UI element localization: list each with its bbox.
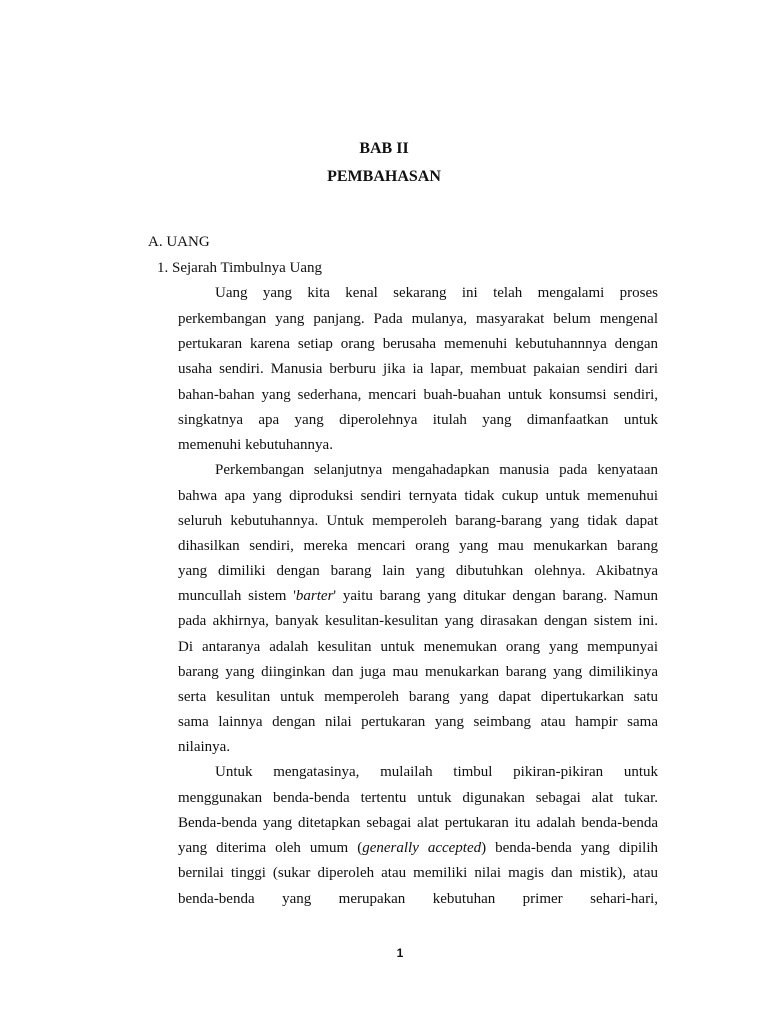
paragraph-line: seluruh kebutuhannya. Untuk memperoleh barang-barang yang tidak dapat (178, 513, 658, 529)
paragraph-line: Untuk mengatasinya, mulailah timbul pikiran-pikiran untuk (215, 764, 658, 780)
paragraph-line: menggunakan benda-benda tertentu untuk digunakan sebagai alat tukar. (178, 790, 658, 806)
paragraph-line: nilainya. (178, 739, 231, 755)
paragraph-line: memenuhi kebutuhannya. (178, 437, 333, 453)
paragraph-line: serta kesulitan untuk memperoleh barang yang dapat dipertukarkan satu (178, 689, 658, 705)
paragraph-line: benda-benda yang merupakan kebutuhan primer sehari-hari, (178, 891, 658, 907)
paragraph-line: sama lainnya dengan nilai pertukaran yang seimbang atau hampir sama (178, 714, 658, 730)
chapter-heading: BAB II (359, 140, 409, 157)
paragraph-line: pada akhirnya, banyak kesulitan-kesulitan yang dirasakan dengan sistem ini. (178, 613, 658, 629)
paragraph-line: bernilai tinggi (sukar diperoleh atau memiliki nilai magis dan mistik), atau (178, 865, 658, 881)
paragraph-line: pertukaran karena setiap orang berusaha memenuhi kebutuhannnya dengan (178, 336, 658, 352)
paragraph-line: Perkembangan selanjutnya mengahadapkan manusia pada kenyataan (215, 462, 658, 478)
paragraph-line: bahwa apa yang diproduksi sendiri ternyata tidak cukup untuk memenuhui (178, 488, 658, 504)
page-number: 1 (396, 946, 404, 960)
subsection-heading: 1. Sejarah Timbulnya Uang (157, 260, 322, 276)
chapter-title: PEMBAHASAN (327, 168, 441, 185)
section-heading: A. UANG (148, 234, 210, 250)
paragraph-line: Benda-benda yang ditetapkan sebagai alat pertukaran itu adalah benda-benda (178, 815, 658, 831)
paragraph-line: yang diterima oleh umum (generally accepted) benda-benda yang dipilih (178, 840, 658, 856)
paragraph-line: perkembangan yang panjang. Pada mulanya, masyarakat belum mengenal (178, 311, 658, 327)
paragraph-line: Uang yang kita kenal sekarang ini telah mengalami proses (215, 285, 658, 301)
paragraph-line: yang dimiliki dengan barang lain yang dibutuhkan olehnya. Akibatnya (178, 563, 658, 579)
paragraph-line: singkatnya apa yang diperolehnya itulah yang dimanfaatkan untuk (178, 412, 658, 428)
paragraph-line: bahan-bahan yang sederhana, mencari buah-buahan untuk konsumsi sendiri, (178, 387, 658, 403)
paragraph-line: usaha sendiri. Manusia berburu jika ia lapar, membuat pakaian sendiri dari (178, 361, 658, 377)
paragraph-line: barang yang diinginkan dan juga mau menukarkan barang yang dimilikinya (178, 664, 658, 680)
paragraph-line: dihasilkan sendiri, mereka mencari orang yang mau menukarkan barang (178, 538, 658, 554)
paragraph-line: muncullah sistem 'barter' yaitu barang yang ditukar dengan barang. Namun (178, 588, 658, 604)
paragraph-line: Di antaranya adalah kesulitan untuk menemukan orang yang mempunyai (178, 639, 658, 655)
